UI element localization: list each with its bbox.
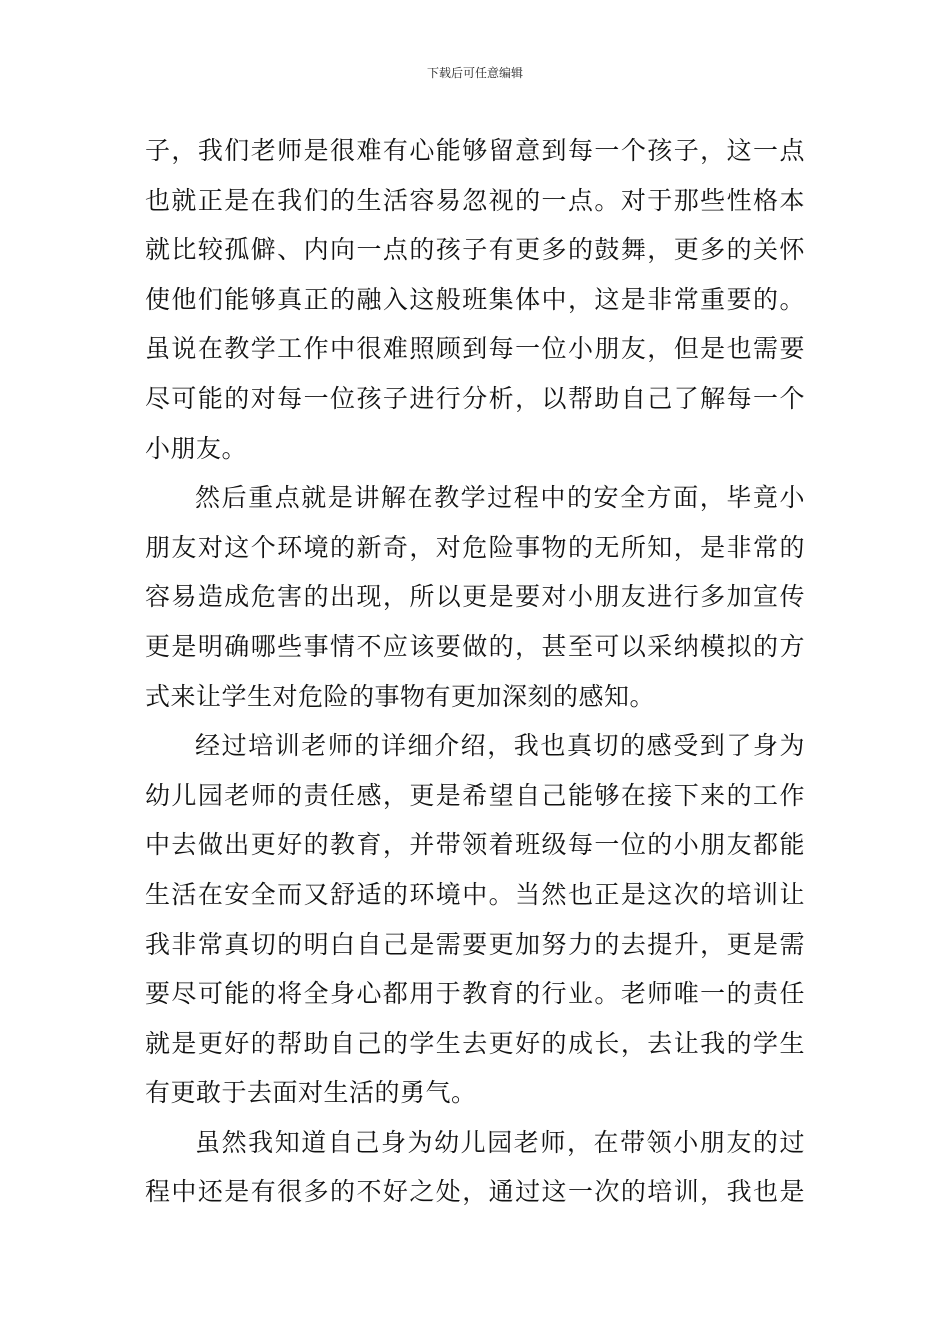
text-line: 虽说在教学工作中很难照顾到每一位小朋友，但是也需要 [145, 334, 805, 364]
text-line: 我非常真切的明白自己是需要更加努力的去提升，更是需 [145, 929, 805, 959]
text-line: 更是明确哪些事情不应该要做的，甚至可以采纳模拟的方 [145, 631, 805, 661]
text-line: 就是更好的帮助自己的学生去更好的成长，去让我的学生 [145, 1028, 805, 1058]
document-body [145, 126, 805, 1217]
text-line: 经过培训老师的详细介绍，我也真切的感受到了身为 [195, 731, 805, 761]
text-line: 子，我们老师是很难有心能够留意到每一个孩子，这一点 [145, 136, 805, 165]
text-line: 生活在安全而又舒适的环境中。当然也正是这次的培训让 [145, 879, 805, 909]
text-line: 也就正是在我们的生活容易忽视的一点。对于那些性格本 [145, 185, 805, 215]
text-line: 小朋友。 [145, 433, 248, 463]
text-line: 尽可能的对每一位孩子进行分析，以帮助自己了解每一个 [145, 383, 805, 413]
text-line: 要尽可能的将全身心都用于教育的行业。老师唯一的责任 [145, 979, 805, 1009]
text-line: 有更敢于去面对生活的勇气。 [145, 1078, 477, 1108]
text-line: 中去做出更好的教育，并带领着班级每一位的小朋友都能 [145, 830, 805, 860]
text-line: 就比较孤僻、内向一点的孩子有更多的鼓舞，更多的关怀 [145, 235, 805, 265]
text-line: 容易造成危害的出现，所以更是要对小朋友进行多加宣传 [145, 582, 805, 612]
page-header-note: 下载后可任意编辑 [426, 66, 523, 80]
text-line: 虽然我知道自己身为幼儿园老师，在带领小朋友的过 [195, 1127, 805, 1157]
text-line: 程中还是有很多的不好之处，通过这一次的培训，我也是 [145, 1177, 805, 1207]
text-line: 然后重点就是讲解在教学过程中的安全方面，毕竟小 [195, 483, 805, 513]
text-line: 幼儿园老师的责任感，更是希望自己能够在接下来的工作 [145, 780, 805, 810]
text-line: 使他们能够真正的融入这般班集体中，这是非常重要的。 [145, 284, 805, 314]
text-line: 式来让学生对危险的事物有更加深刻的感知。 [145, 681, 656, 711]
text-line: 朋友对这个环境的新奇，对危险事物的无所知，是非常的 [145, 532, 805, 562]
